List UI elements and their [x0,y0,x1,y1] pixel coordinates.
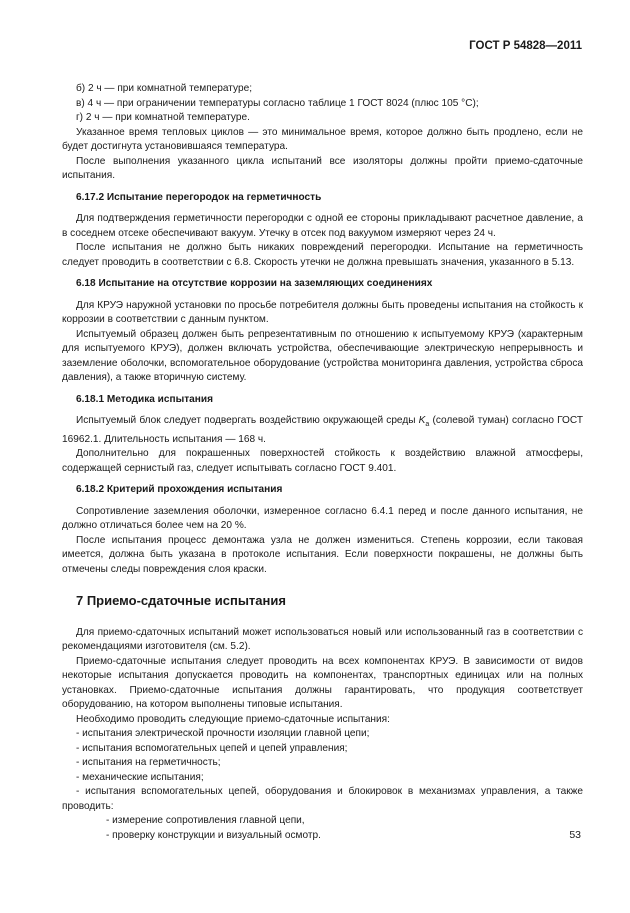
paragraph-after-cycle: После выполнения указанного цикла испытаний все изоляторы должны пройти приемо-сдаточные испытания. [62,155,583,181]
list-item-v: в) 4 ч — при ограничении температуры согласно таблице 1 ГОСТ 8024 (плюс 105 °С); [76,97,479,109]
paragraph-grounding-resistance: Сопротивление заземления оболочки, измеренное согласно 6.4.1 перед и после данного испытания, не должно отличаться более чем на 20 %. [62,505,583,532]
paragraph-salt-fog [62,414,583,447]
list-item-resistance: - измерение сопротивления главной цепи, [106,815,305,827]
page-number: 53 [569,829,581,841]
paragraph-test-sample: Испытуемый образец должен быть репрезентативным по отношению к испытуемому КРУЭ (характерным для испытуемого КРУЭ), должен включать устройства, обеспечивающие электрическую непрерывность и заземление оболочки, вспомогательное оборудование (устройства мониторинга давления, устройства сброса давления), а также вторичную систему. [62,328,583,383]
heading-6-18: 6.18 Испытание на отсутствие коррозии на заземляющих соединениях [76,278,433,289]
document-code-header: ГОСТ Р 54828—2011 [469,40,582,52]
page-body [62,82,583,843]
paragraph-partition-test: Для подтверждения герметичности перегородки с одной ее стороны прикладывают расчетное давление, а в соседнем отсеке обеспечивают вакуум. Утечку в отсек под вакуумом измеряют через 24 ч. [62,213,583,239]
paragraph-partition-result: После испытания не должно быть никаких повреждений перегородки. Испытание на герметичность следует проводить в соответствии с 6.8. Скорость утечки не должна превышать значения, указанного в 5.13. [62,242,583,268]
paragraph-cycle-time: Указанное время тепловых циклов — это минимальное время, которое должно быть продлено, если не будет достигнута установившаяся температура. [62,126,583,152]
paragraph-gas-usage: Для приемо-сдаточных испытаний может использоваться новый или использованный газ в соответствии с рекомендациями изготовителя (см. 5.2). [62,626,583,653]
list-item-tightness: - испытания на герметичность; [76,757,221,769]
paragraph-corrosion-intro: Для КРУЭ наружной установки по просьбе потребителя должны быть проведены испытания на стойкость к коррозии в соответствии с данным пунктом. [62,299,583,325]
heading-section-7: 7 Приемо-сдаточные испытания [76,593,286,609]
paragraph-acceptance-scope: Приемо-сдаточные испытания следует проводить на всех компонентах КРУЭ. В зависимости от видов некоторые испытания допускается проводить на компонентах, транспортных единицах или на полных установках. Приемо-сдаточные испытания должны гарантировать, что продукция соответствует оборудованию, на котором выполнены типовые испытания. [62,655,583,711]
list-item-g: г) 2 ч — при комнатной температуре. [76,112,250,123]
list-item-dielectric: - испытания электрической прочности изоляции главной цепи; [76,728,370,740]
salt-fog-text-a: Испытуемый блок следует подвергать воздействию окружающей среды [76,415,419,426]
heading-6-17-2: 6.17.2 Испытание перегородок на герметичность [76,191,322,203]
paragraph-painted-surfaces: Дополнительно для покрашенных поверхностей стойкость к воздействию влажной атмосферы, содержащей сернистый газ, следует испытывать согласно ГОСТ 9.401. [62,448,583,474]
list-item-inspection: - проверку конструкции и визуальный осмотр. [106,829,321,841]
environment-subscript: a [425,421,430,429]
list-item-interlocks: - испытания вспомогательных цепей, оборудования и блокировок в механизмах управления, а также проводить: [62,786,583,812]
list-item-mechanical: - механические испытания; [76,771,204,783]
list-item-aux-circuits: - испытания вспомогательных цепей и цепей управления; [76,742,348,754]
environment-symbol: K [418,415,426,426]
heading-6-18-2: 6.18.2 Критерий прохождения испытания [76,484,283,496]
paragraph-required-tests: Необходимо проводить следующие приемо-сдаточные испытания: [76,713,390,725]
heading-6-18-1: 6.18.1 Методика испытания [76,393,213,405]
salt-fog-text-b: (солевой туман) согласно ГОСТ 16962.1. Длительность испытания — 168 ч. [62,415,583,445]
list-item-b: б) 2 ч — при комнатной температуре; [76,83,252,94]
paragraph-after-test: После испытания процесс демонтажа узла не должен измениться. Степень коррозии, если таковая имеется, должна быть указана в протоколе испытания. Если поверхности покрашены, не должны быть отмечены следы повреждения слоя краски. [62,534,583,575]
